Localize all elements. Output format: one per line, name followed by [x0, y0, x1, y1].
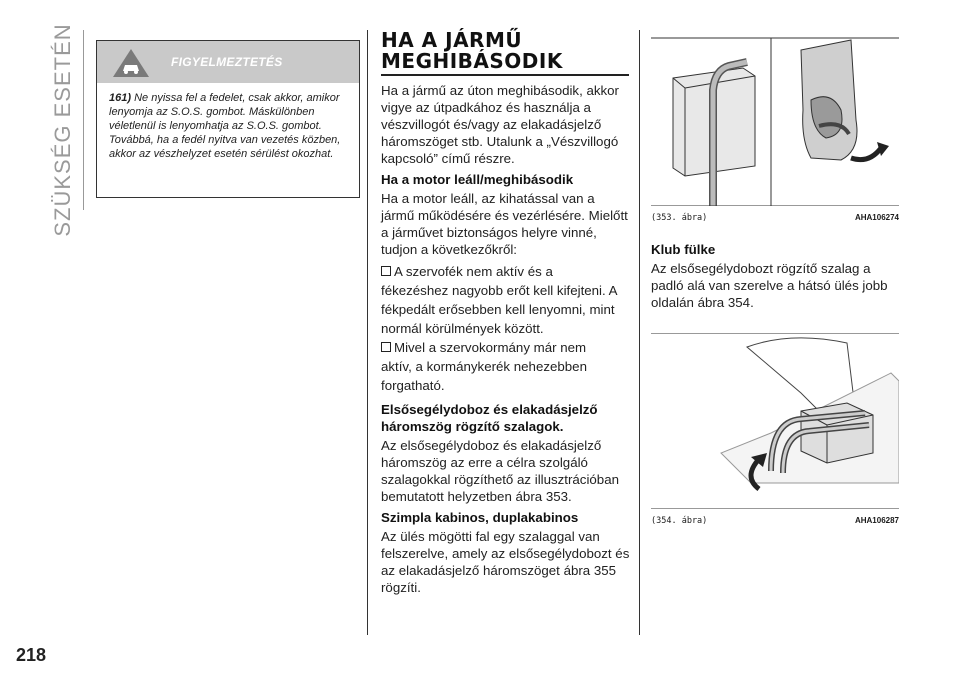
warning-car-icon	[111, 47, 151, 79]
warning-text	[97, 83, 359, 161]
column-divider-left	[367, 30, 368, 635]
motor-paragraph: Ha a motor leáll, az kihatással van a jármű működésére és vezérlésére. Mielőtt a járművet biztonságos helyre vinné, tudjon a következőkről:	[381, 191, 628, 257]
straps-paragraph: Az elsősegélydoboz és elakadásjelző háromszög az erre a célra szolgáló szalagokkal rögzíthető az illusztrációban bemutatott helyzetben ábra 353.	[381, 438, 619, 504]
column-divider-right	[639, 30, 640, 635]
intro-paragraph: Ha a jármű az úton meghibásodik, akkor vigye az útpadkához és használja a vészvillogót és/vagy az elakadásjelző háromszöget stb. Utalunk a „Vészvillogó kapcsoló” című részre.	[381, 83, 619, 166]
bullet-2-line-a: Mivel a szervokormány már nem	[394, 340, 587, 355]
warning-box	[96, 40, 360, 198]
heading-line2: MEGHIBÁSODIK	[381, 49, 563, 73]
figure-353-caption	[651, 213, 899, 223]
strap-illustration-354	[651, 333, 899, 509]
checkbox-bullet-icon	[381, 342, 391, 352]
figure-354-caption	[651, 516, 899, 526]
figure-354-label: (354. ábra)	[651, 516, 708, 526]
heading-straps: Elsősegélydoboz és elakadásjelző háromszög rögzítő szalagok.	[381, 402, 598, 434]
bullet-1-line-d: normál körülmények között.	[381, 321, 544, 336]
warning-title: FIGYELMEZTETÉS	[171, 55, 283, 69]
club-cab-paragraph: Az elsősegélydobozt rögzítő szalag a padló alá van szerelve a hátsó ülés jobb oldalán ábra 354.	[651, 261, 888, 310]
right-column	[651, 30, 901, 526]
figure-353-label: (353. ábra)	[651, 213, 708, 223]
figure-353	[651, 30, 899, 223]
bullet-2	[381, 338, 631, 357]
heading-motor: Ha a motor leáll/meghibásodik	[381, 172, 574, 187]
heading-club-cab: Klub fülke	[651, 242, 716, 257]
page-number: 218	[16, 645, 47, 665]
bullet-2-line-b: aktív, a kormánykerék nehezebben	[381, 359, 587, 374]
warning-number: 161)	[109, 92, 132, 104]
heading-single-cab: Szimpla kabinos, duplakabinos	[381, 510, 579, 525]
figure-353-code: AHA106274	[854, 213, 899, 222]
side-divider	[83, 30, 84, 210]
bullet-2-line-c: forgatható.	[381, 378, 445, 393]
single-cab-paragraph: Az ülés mögötti fal egy szalaggal van felszerelve, amely az elsősegélydobozt és az elakadásjelző háromszöget ábra 355 rögzíti.	[381, 529, 630, 595]
bullet-1-line-a: A szervofék nem aktív és a	[394, 264, 553, 279]
bullet-1-line-c: fékpedált erősebben kell lenyomni, mint	[381, 302, 615, 317]
side-tab	[40, 23, 86, 237]
checkbox-bullet-icon	[381, 266, 391, 276]
middle-column	[381, 30, 631, 600]
warning-body: Ne nyissa fel a fedelet, csak akkor, amikor lenyomja az S.O.S. gombot. Máskülönben véletlenül is lenyomhatja az S.O.S. gombot. Továbbá, ha a fedél nyitva van vezetés közben, akkor az vészhelyzet esetén sérülést okozhat.	[109, 92, 341, 160]
strap-illustration-353	[651, 30, 899, 206]
heading-rule	[381, 74, 629, 76]
figure-354	[651, 333, 899, 526]
figure-354-code: AHA106287	[854, 516, 899, 525]
warning-header	[97, 41, 359, 83]
section-label: SZÜKSÉG ESETÉN	[50, 23, 75, 237]
bullet-1	[381, 262, 631, 281]
heading-line1: HA A JÁRMŰ	[381, 28, 523, 52]
bullet-1-line-b: fékezéshez nagyobb erőt kell kifejteni. A	[381, 283, 618, 298]
